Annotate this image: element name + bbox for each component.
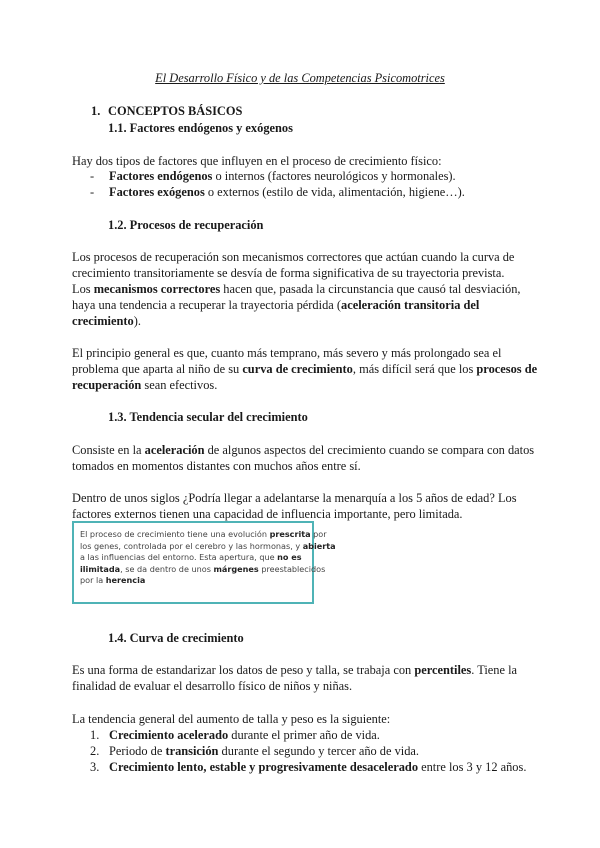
text-strong: abierta: [302, 540, 336, 551]
text-strong: percentiles: [414, 663, 472, 677]
text-run: Es una forma de estandarizar los datos de peso y talla, se trabaja con: [72, 663, 415, 677]
text-run: Periodo de: [109, 744, 166, 758]
bullet-strong: Factores exógenos: [109, 185, 205, 199]
text-strong: no es: [277, 552, 302, 562]
paragraph-line: El principio general es que, cuanto más temprano, más severo y más prolongado sea el: [72, 346, 502, 360]
paragraph-line: crecimiento transitoriamente se desvía de forma significativa de su trayectoria prevista.: [72, 266, 505, 280]
paragraph-line: [72, 297, 479, 313]
paragraph-line: Los procesos de recuperación son mecanismos correctores que actúan cuando la curva de: [72, 250, 515, 264]
paragraph-intro: Hay dos tipos de factores que influyen en el proceso de crecimiento físico:: [72, 154, 442, 168]
paragraph-line: [72, 313, 141, 329]
text-strong: márgenes: [213, 563, 259, 574]
subheading-factores: 1.1. Factores endógenos y exógenos: [108, 121, 293, 135]
bullet-mark: -: [90, 169, 95, 183]
text-strong: recuperación: [72, 378, 142, 392]
bullet-item: [90, 184, 465, 200]
text-run: los genes, controlada por el cerebro y las hormonas, y: [80, 540, 303, 551]
text-strong: crecimiento: [72, 314, 134, 328]
text-strong: ilimitada: [80, 563, 121, 574]
text-run: sean efectivos.: [141, 378, 218, 392]
quote-line: [80, 563, 326, 576]
text-strong: Crecimiento lento, estable y progresivamente desacelerado: [109, 760, 419, 774]
text-run: haya una tendencia a recuperar la trayectoria pérdida (: [72, 298, 341, 312]
paragraph-line: La tendencia general del aumento de talla y peso es la siguiente:: [72, 712, 391, 726]
text-run: de algunos aspectos del crecimiento cuando se compara con datos: [204, 443, 535, 457]
quote-box: [72, 521, 336, 604]
quote-line: [80, 529, 327, 541]
text-strong: procesos de: [476, 362, 538, 376]
list-item: [90, 743, 419, 759]
text-run: por la: [80, 575, 106, 585]
text-run: , se da dentro de unos: [120, 563, 214, 574]
paragraph-line: [72, 377, 217, 393]
quote-line: [80, 540, 336, 553]
subheading-curva: 1.4. Curva de crecimiento: [108, 631, 244, 645]
text-run: El proceso de crecimiento tiene una evolución: [80, 529, 270, 539]
text-strong: aceleración: [144, 443, 205, 457]
document-title: El Desarrollo Físico y de las Competencias Psicomotrices: [155, 71, 445, 85]
text-run: durante el segundo y tercer año de vida.: [218, 744, 420, 758]
paragraph-line: [72, 442, 534, 458]
quote-line: [80, 575, 306, 587]
text-run: por: [310, 529, 327, 539]
text-strong: herencia: [105, 575, 146, 585]
bullet-rest: o externos (estilo de vida, alimentación, higiene…).: [204, 185, 465, 199]
list-number: 1.: [90, 728, 100, 742]
text-strong: transición: [165, 744, 219, 758]
bullet-mark: -: [90, 185, 95, 199]
text-run: problema que aparta al niño de su: [72, 362, 243, 376]
text-strong: prescrita: [269, 529, 311, 539]
section-number: 1.: [91, 104, 101, 118]
text-strong: Crecimiento acelerado: [109, 728, 229, 742]
text-run: , más difícil será que los: [352, 362, 477, 376]
text-run: a las influencias del entorno. Esta apertura, que: [80, 552, 278, 562]
text-strong: mecanismos correctores: [93, 282, 221, 296]
paragraph-line: [72, 361, 537, 377]
paragraph-line: [72, 281, 521, 297]
list-number: 2.: [90, 744, 100, 758]
subheading-recuperacion: 1.2. Procesos de recuperación: [108, 218, 264, 232]
section-heading: [91, 103, 242, 119]
list-item: [90, 727, 380, 743]
subheading-tendencia: 1.3. Tendencia secular del crecimiento: [108, 410, 308, 424]
bullet-strong: Factores endógenos: [109, 169, 213, 183]
text-run: Consiste en la: [72, 443, 145, 457]
paragraph-line: factores externos tienen una capacidad de influencia importante, pero limitada.: [72, 507, 463, 521]
section-heading-text: CONCEPTOS BÁSICOS: [108, 104, 243, 118]
text-run: entre los 3 y 12 años.: [418, 760, 527, 774]
text-run: durante el primer año de vida.: [228, 728, 380, 742]
bullet-item: [90, 168, 456, 184]
text-run: ).: [133, 314, 141, 328]
text-run: hacen que, pasada la circunstancia que causó tal desviación,: [220, 282, 521, 296]
quote-line: [80, 552, 306, 564]
text-strong: aceleración transitoria del: [341, 298, 480, 312]
text-run: preestablecidos: [258, 563, 326, 574]
text-run: . Tiene la: [471, 663, 518, 677]
list-item: [90, 759, 526, 775]
text-strong: curva de crecimiento: [242, 362, 353, 376]
paragraph-line: tomados en momentos distantes con muchos años entre sí.: [72, 459, 361, 473]
paragraph-line: Dentro de unos siglos ¿Podría llegar a adelantarse la menarquía a los 5 años de edad? Los: [72, 491, 517, 505]
bullet-rest: o internos (factores neurológicos y hormonales).: [212, 169, 456, 183]
paragraph-line: finalidad de evaluar el desarrollo físico de niños y niñas.: [72, 679, 353, 693]
paragraph-line: [72, 662, 517, 678]
text-run: Los: [72, 282, 94, 296]
list-number: 3.: [90, 760, 100, 774]
